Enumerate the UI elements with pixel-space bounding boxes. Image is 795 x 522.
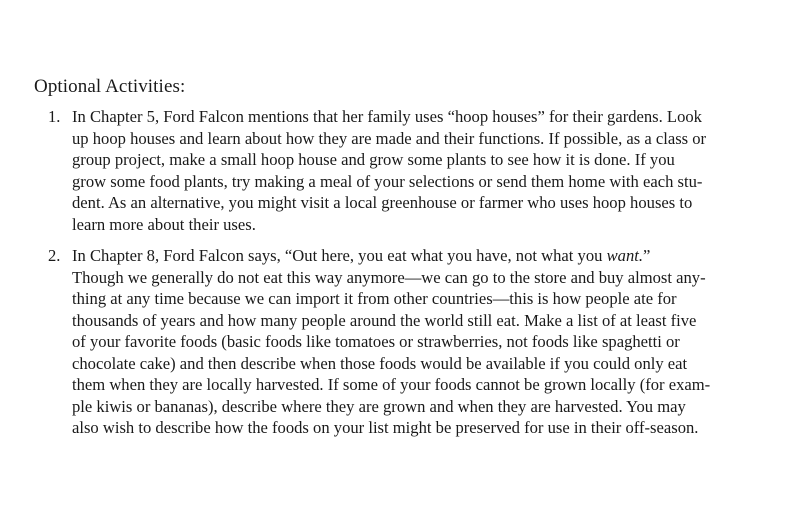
- text-line: also wish to describe how the foods on your list might be preserved for use in their off-season.: [72, 418, 699, 437]
- item-number: 1.: [48, 107, 61, 126]
- text-line: In Chapter 5, Ford Falcon mentions that her family uses “hoop houses” for their gardens. Look: [72, 107, 702, 126]
- text-line: [72, 245, 774, 267]
- text-line: group project, make a small hoop house and grow some plants to see how it is done. If you: [72, 150, 675, 169]
- text-line: thing at any time because we can import it from other countries—this is how people ate for: [72, 289, 677, 308]
- text-line: Though we generally do not eat this way anymore—we can go to the store and buy almost any-: [72, 267, 706, 287]
- item-number: 2.: [48, 246, 61, 265]
- quote-text: In Chapter 8, Ford Falcon says, “Out here, you eat what you have, not what you: [72, 246, 607, 265]
- activity-item-1: [34, 106, 774, 235]
- text-line: learn more about their uses.: [72, 214, 256, 234]
- text-line: dent. As an alternative, you might visit a local greenhouse or farmer who uses hoop houses to: [72, 193, 693, 212]
- text-line: of your favorite foods (basic foods like tomatoes or strawberries, not foods like spaghetti or: [72, 332, 680, 351]
- activity-item-2: [34, 245, 774, 439]
- text-line: up hoop houses and learn about how they are made and their functions. If possible, as a class or: [72, 128, 707, 148]
- text-line: them when they are locally harvested. If some of your foods cannot be grown locally (for exam-: [72, 375, 711, 394]
- text-line: thousands of years and how many people around the world still eat. Make a list of at least five: [72, 310, 697, 330]
- closing-quote: ”: [643, 246, 651, 265]
- section-heading: Optional Activities:: [34, 76, 186, 97]
- text-line: grow some food plants, try making a meal of your selections or send them home with each stu-: [72, 171, 703, 191]
- activity-list: [34, 106, 774, 439]
- text-line: chocolate cake) and then describe when those foods would be available if you could only eat: [72, 353, 688, 373]
- emphasized-word: want.: [606, 246, 643, 265]
- text-line: ple kiwis or bananas), describe where they are grown and when they are harvested. You may: [72, 396, 686, 416]
